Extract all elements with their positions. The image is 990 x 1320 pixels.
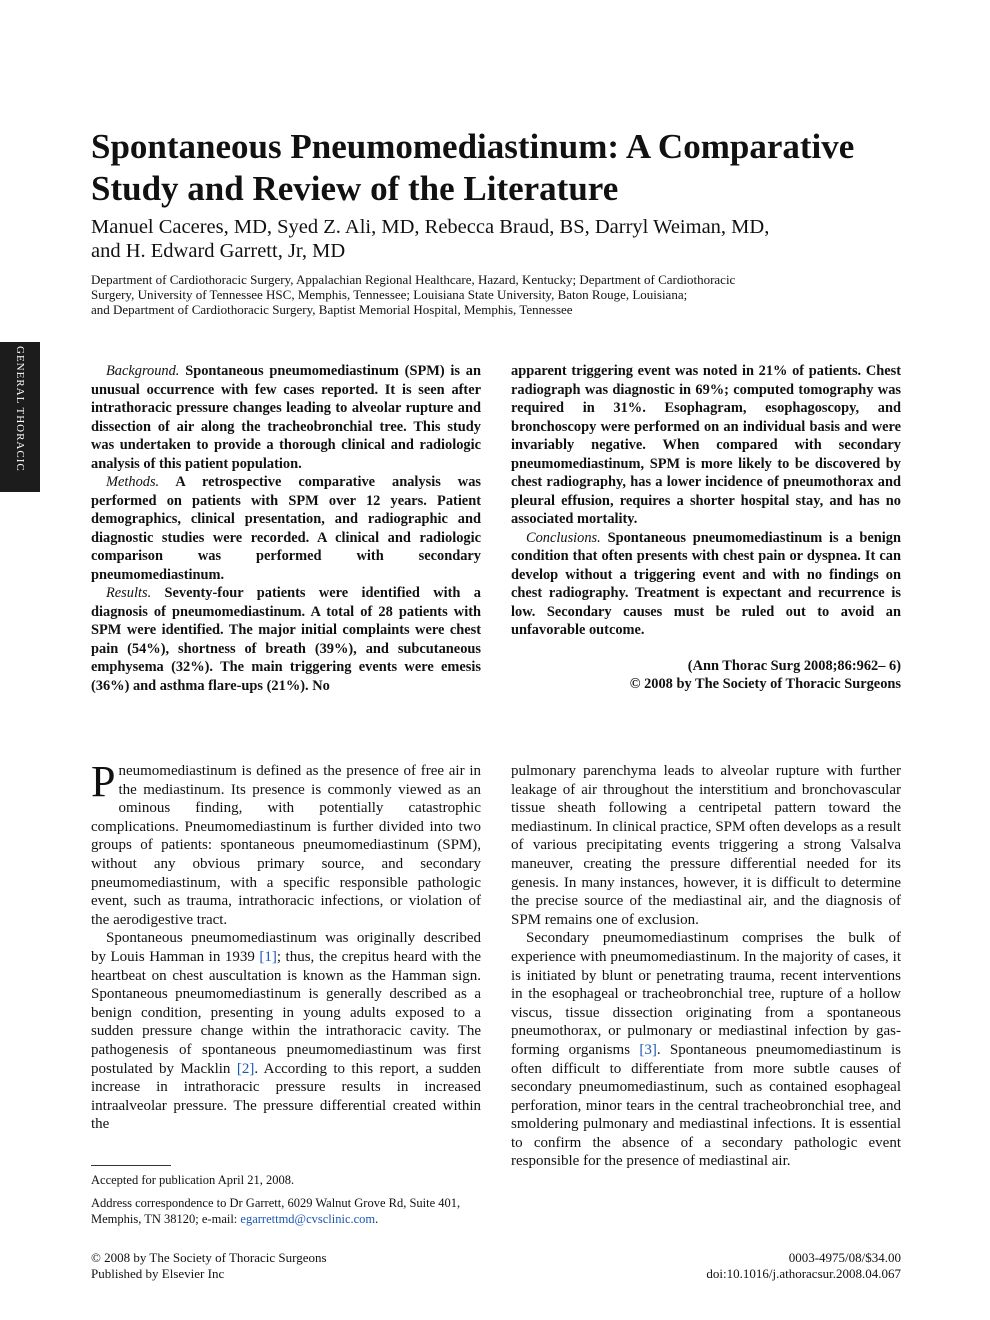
abstract-results bbox=[91, 584, 481, 695]
abstract-results-continued: apparent triggering event was noted in 21% of patients. Chest radiograph was diagnostic in 69%; computed tomography was required in 31%. Esophagram, esophagoscopy, and bronchoscopy were performed on an individual basis and were invariably negative. When compared with secondary pneumomediastinum, SPM is more likely to be discovered by chest radiography, has a lower incidence of pneumothorax and pleural effusion, requires a shorter hospital stay, and has no associated mortality. bbox=[511, 363, 901, 527]
journal-citation: (Ann Thorac Surg 2008;86:962– 6) bbox=[687, 657, 901, 674]
footer-right bbox=[511, 1250, 901, 1282]
email-link[interactable]: egarrettmd@cvsclinic.com bbox=[240, 1212, 376, 1226]
article-title: Spontaneous Pneumomediastinum: A Comparative Study and Review of the Literature bbox=[91, 127, 855, 208]
methods-text: A retrospective comparative analysis was performed on patients with SPM over 12 years. Patient demographics, clinical presentation, and radiographic and diagnostic studies were recorded. A clinical and radiologic comparison was performed with secondary pneumomediastinum. bbox=[91, 474, 481, 583]
methods-heading: Methods. bbox=[106, 474, 160, 490]
abstract-citation-block bbox=[511, 657, 901, 694]
body-right-column bbox=[511, 762, 901, 1171]
affiliation-line-1: Department of Cardiothoracic Surgery, Appalachian Regional Healthcare, Hazard, Kentucky; Department of Cardiothoracic bbox=[91, 272, 736, 287]
body-paragraph-2-text-b: ; thus, the crepitus heard with the heartbeat on chest auscultation is known as the Hamman sign. Spontaneous pneumomediastinum is generally described as a benign condition, presenting in young adults exposed to a sudden pressure change within the intrathoracic cavity. The pathogenesis of spontaneous pneumomediastinum was first postulated by Macklin bbox=[91, 948, 481, 1077]
conclusions-heading: Conclusions. bbox=[526, 529, 601, 546]
abstract-left-column bbox=[91, 362, 481, 695]
body-paragraph-1-text: neumomediastinum is defined as the presence of free air in the mediastinum. Its presence is commonly viewed as an ominous finding, with potentially catastrophic complications. Pneumomediastinum is further divided into two groups of patients: spontaneous pneumomediastinum (SPM), without any obvious primary source, and secondary pneumomediastinum, with a specific responsible pathologic event, such as trauma, intrathoracic infections, or violation of the aerodigestive tract. bbox=[91, 763, 481, 928]
affiliations bbox=[91, 272, 901, 317]
body-paragraph-4-text-b: . Spontaneous pneumomediastinum is often difficult to differentiate from more subtle causes of secondary pneumomediastinum, such as contained esophageal perforation, minor tears in the central tracheobronchial tree, and smoldering pulmonary and mediastinal infections. It is essential to confirm the absence of a secondary pathologic event responsible for the presence of mediastinal air. bbox=[511, 1041, 902, 1170]
abstract-conclusions bbox=[511, 529, 901, 640]
affiliation-line-3: and Department of Cardiothoracic Surgery, Baptist Memorial Hospital, Memphis, Tennessee bbox=[91, 302, 573, 317]
body-paragraph-4-text-a: Secondary pneumomediastinum comprises the bulk of experience with pneumomediastinum. In the majority of cases, it is initiated by blunt or penetrating trauma, recent interventions in the esophageal or tracheobronchial tree, rupture of a hollow viscus, tissue dissection originating from a spontaneous pneumothorax, or pulmonary or mediastinal infection by gas-forming organisms bbox=[511, 930, 901, 1058]
reference-link-3[interactable]: [3] bbox=[639, 1041, 657, 1058]
background-text: Spontaneous pneumomediastinum (SPM) is an unusual occurrence with few cases reported. It is seen after intrathoracic pressure changes leading to alveolar rupture and dissection of air along the tracheobronchial tree. This study was undertaken to provide a thorough clinical and radiologic analysis of this patient population. bbox=[91, 363, 481, 472]
results-heading: Results. bbox=[106, 585, 152, 601]
body-paragraph-1 bbox=[91, 757, 481, 929]
footer-issn: 0003-4975/08/$34.00 bbox=[788, 1250, 901, 1265]
author-list bbox=[91, 215, 911, 263]
footer-doi: doi:10.1016/j.athoracsur.2008.04.067 bbox=[706, 1266, 901, 1281]
footer-publisher: Published by Elsevier Inc bbox=[91, 1266, 225, 1281]
body-paragraph-2-text-a: Spontaneous pneumomediastinum was originally described by Louis Hamman in 1939 bbox=[91, 930, 481, 965]
author-line-2: and H. Edward Garrett, Jr, MD bbox=[91, 240, 346, 262]
body-paragraph-2 bbox=[91, 929, 481, 1134]
footnote-divider bbox=[91, 1165, 171, 1166]
section-tab bbox=[0, 342, 40, 492]
footer-copyright: © 2008 by The Society of Thoracic Surgeons bbox=[91, 1250, 327, 1265]
section-tab-label: GENERAL THORACIC bbox=[14, 346, 26, 472]
conclusions-text: Spontaneous pneumomediastinum is a benign condition that often presents with chest pain or dyspnea. It can develop without a triggering event and with no findings on chest radiography. Treatment is expectant and recurrence is low. Secondary causes must be ruled out to avoid an unfavorable outcome. bbox=[511, 529, 901, 638]
reference-link-2[interactable]: [2] bbox=[236, 1060, 255, 1077]
address-line-2: Memphis, TN 38120; e-mail: bbox=[91, 1212, 241, 1226]
results-text-start: Seventy-four patients were identified with a diagnosis of pneumomediastinum. A total of 28 patients with SPM were identified. The major initial complaints were chest pain (54%), shortness of breath (39%), and subcutaneous emphysema (32%). The main triggering events were emesis (36%) and asthma flare-ups (21%). No bbox=[91, 585, 481, 694]
abstract-copyright: © 2008 by The Society of Thoracic Surgeons bbox=[629, 676, 901, 692]
background-heading: Background. bbox=[106, 363, 180, 379]
address-line-1: Address correspondence to Dr Garrett, 6029 Walnut Grove Rd, Suite 401, bbox=[91, 1196, 461, 1210]
footer-left bbox=[91, 1250, 481, 1282]
body-paragraph-4 bbox=[511, 929, 901, 1171]
author-line-1: Manuel Caceres, MD, Syed Z. Ali, MD, Rebecca Braud, BS, Darryl Weiman, MD, bbox=[91, 216, 770, 238]
footnotes bbox=[91, 1165, 481, 1234]
body-left-column bbox=[91, 757, 481, 1134]
email-period: . bbox=[375, 1212, 379, 1226]
correspondence-address bbox=[91, 1195, 481, 1227]
body-paragraph-2-text-c: . According to this report, a sudden increase in intrathoracic pressure results in increased intraalveolar pressure. The pressure differential created within the bbox=[91, 1060, 481, 1133]
body-paragraph-3: pulmonary parenchyma leads to alveolar rupture with further leakage of air throughout the interstitium and bronchovascular tissue sheath following a centripetal pattern toward the mediastinum. In clinical practice, SPM often develops as a result of various precipitating events triggering a strong Valsalva maneuver, creating the pressure differential needed for its genesis. In many instances, however, it is difficult to determine the precise source of the mediastinal air, and the diagnosis of SPM remains one of exclusion. bbox=[511, 763, 901, 928]
affiliation-line-2: Surgery, University of Tennessee HSC, Memphis, Tennessee; Louisiana State University, Baton Rouge, Louisiana; bbox=[91, 287, 688, 302]
abstract-background bbox=[91, 362, 481, 473]
drop-cap: P bbox=[91, 757, 116, 806]
accepted-date: Accepted for publication April 21, 2008. bbox=[91, 1173, 295, 1187]
reference-link-1[interactable]: [1] bbox=[259, 948, 277, 965]
abstract-methods bbox=[91, 473, 481, 584]
abstract-right-column bbox=[511, 362, 901, 694]
